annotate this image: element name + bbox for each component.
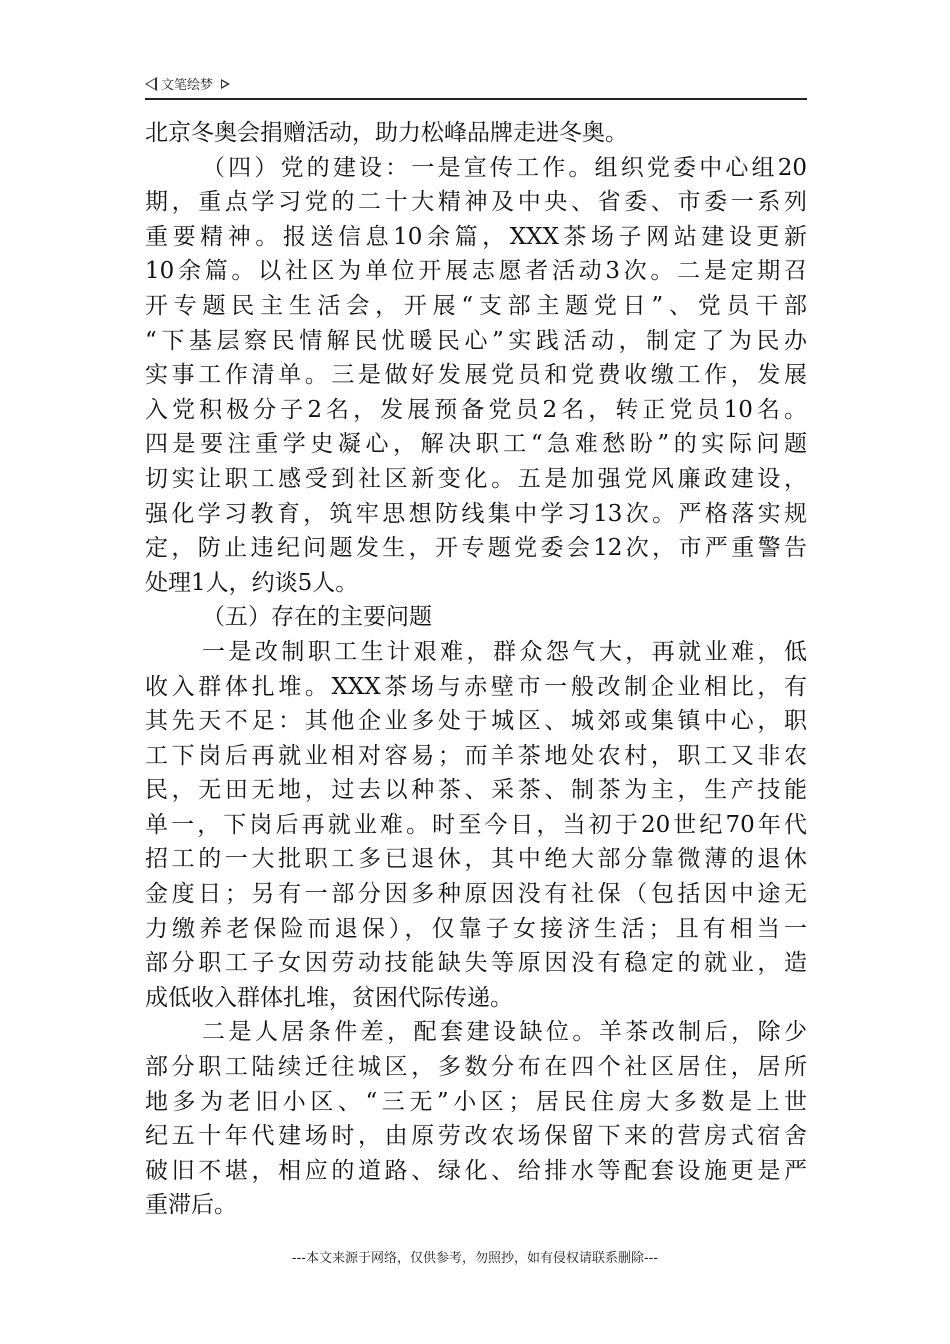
text-line: 单一，下岗后再就业难。时至今日，当初于20世纪70年代 — [145, 811, 807, 838]
header-brand: 文笔绘梦 — [161, 78, 214, 93]
text-line: 实事工作清单。三是做好发展党员和党费收缴工作，发展 — [145, 362, 807, 389]
text-line: （五）存在的主要问题 — [202, 604, 432, 631]
text-line: 定，防止违纪问题发生，开专题党委会12次，市严重警告 — [145, 535, 807, 562]
document-body — [145, 116, 807, 1223]
page-footer-disclaimer: ---本文来源于网络，仅供参考，勿照抄，如有侵权请联系删除--- — [291, 1251, 659, 1266]
text-line: 部分职工陆续迁往城区，多数分布在四个社区居住，居所 — [145, 1054, 807, 1081]
text-line: 开专题民主生活会，开展“支部主题党日”、党员干部 — [145, 292, 807, 319]
text-line: 处理1人，约谈5人。 — [145, 569, 359, 596]
text-line: 重要精神。报送信息10余篇，XXX茶场子网站建设更新 — [145, 223, 807, 250]
text-line: 一是改制职工生计艰难，群众怨气大，再就业难，低 — [202, 638, 807, 665]
text-line: 工下岗后再就业相对容易；而羊茶地处农村，职工又非农 — [145, 742, 807, 769]
triangle-left-icon — [145, 77, 157, 91]
text-line: 北京冬奥会捐赠活动，助力松峰品牌走进冬奥。 — [145, 120, 628, 146]
text-line: 部分职工子女因劳动技能缺失等原因没有稳定的就业，造 — [145, 950, 807, 977]
page-header — [145, 72, 807, 100]
text-line: 二是人居条件差，配套建设缺位。羊茶改制后，除少 — [202, 1019, 807, 1046]
text-line: 10余篇。以社区为单位开展志愿者活动3次。二是定期召 — [145, 258, 807, 285]
text-line: 重滞后。 — [145, 1192, 237, 1219]
text-line: 地多为老旧小区、“三无”小区；居民住房大多数是上世 — [145, 1088, 807, 1115]
header-brand-group — [145, 74, 230, 93]
text-line: 收入群体扎堆。XXX茶场与赤壁市一般改制企业相比，有 — [145, 673, 807, 700]
text-line: 破旧不堪，相应的道路、绿化、给排水等配套设施更是严 — [145, 1157, 807, 1184]
text-line: 招工的一大批职工多已退休，其中绝大部分靠微薄的退休 — [145, 846, 807, 873]
text-line: 切实让职工感受到社区新变化。五是加强党风廉政建设， — [145, 465, 807, 492]
text-line: “下基层察民情解民忧暖民心”实践活动，制定了为民办 — [145, 327, 807, 354]
text-line: 金度日；另有一部分因多种原因没有社保（包括因中途无 — [145, 881, 807, 908]
text-line: 入党积极分子2名，发展预备党员2名，转正党员10名。 — [145, 396, 807, 423]
text-line: 成低收入群体扎堆，贫困代际传递。 — [145, 984, 513, 1011]
text-line: 纪五十年代建场时，由原劳改农场保留下来的营房式宿舍 — [145, 1123, 807, 1150]
text-line: 四是要注重学史凝心，解决职工“急难愁盼”的实际问题 — [145, 431, 807, 458]
text-line: 其先天不足：其他企业多处于城区、城郊或集镇中心，职 — [145, 708, 807, 735]
text-line: 期，重点学习党的二十大精神及中央、省委、市委一系列 — [145, 189, 807, 216]
text-line: （四）党的建设：一是宣传工作。组织党委中心组20 — [202, 154, 807, 181]
text-line: 力缴养老保险而退保），仅靠子女接济生活；且有相当一 — [145, 915, 807, 942]
triangle-right-icon — [221, 79, 230, 89]
text-line: 强化学习教育，筑牢思想防线集中学习13次。严格落实规 — [145, 500, 807, 527]
text-line: 民，无田无地，过去以种茶、采茶、制茶为主，生产技能 — [145, 777, 807, 804]
